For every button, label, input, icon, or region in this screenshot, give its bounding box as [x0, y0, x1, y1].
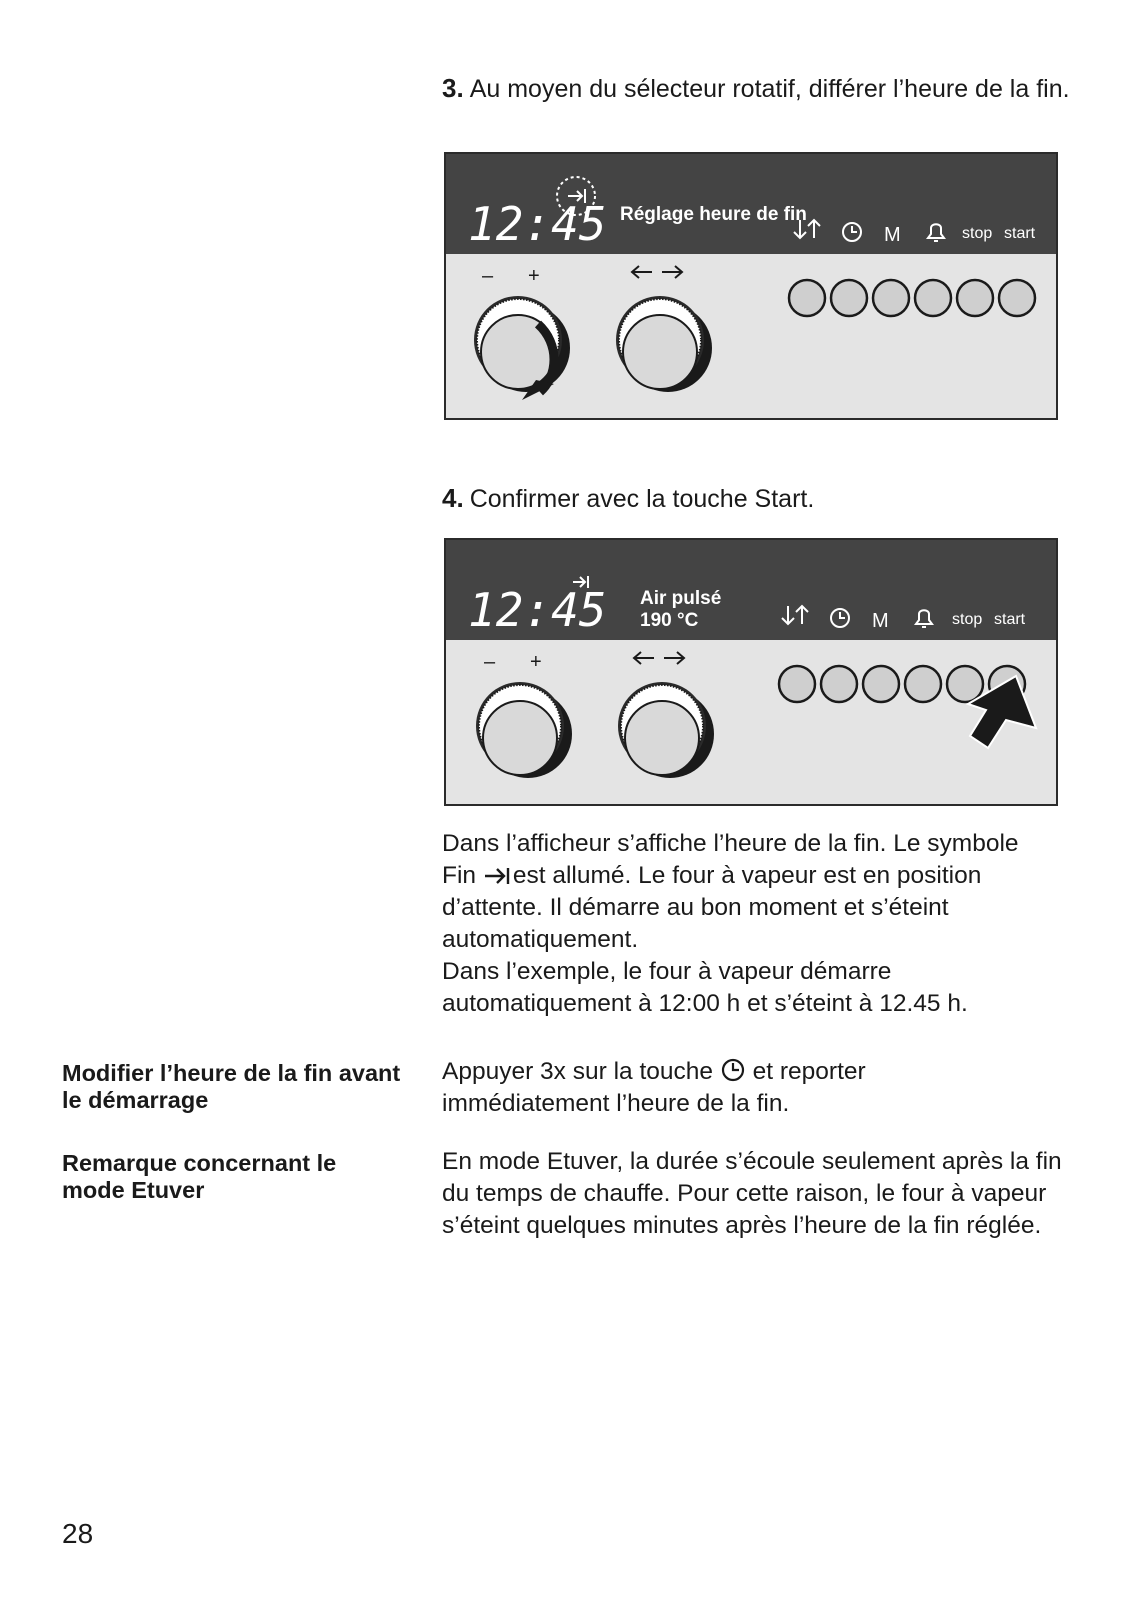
memory-label: M	[872, 610, 889, 632]
text-fragment: Appuyer 3x sur la touche	[442, 1058, 714, 1085]
memory-button[interactable]	[873, 280, 909, 316]
memory-label: M	[884, 224, 901, 246]
text-fragment: Fin	[442, 862, 477, 889]
text-line: automatiquement à 12:00 h et s’éteint à 12.45 h.	[442, 990, 968, 1017]
remark-paragraph: En mode Etuver, la durée s’écoule seulement après la fin du temps de chauffe. Pour cette raison, le four à vapeur s’éteint quelques minutes après l’heure de la fin réglée.	[442, 1148, 1062, 1239]
text-line: Dans l’afficheur s’affiche l’heure de la fin. Le symbole	[442, 830, 1019, 857]
plus-label: +	[528, 265, 540, 287]
left-right-arrows-icon	[632, 266, 682, 278]
modify-paragraph	[442, 1056, 1082, 1120]
control-panel-end-time-setting	[444, 152, 1058, 420]
step-text: Au moyen du sélecteur rotatif, différer l’heure de la fin.	[469, 75, 1070, 103]
control-panel-confirm-start	[444, 538, 1058, 806]
step-number: 4.	[442, 483, 464, 513]
text-fragment: est allumé. Le four à vapeur est en position	[512, 862, 982, 889]
left-right-arrows-icon	[634, 652, 684, 664]
minus-label: –	[484, 651, 496, 673]
timer-button[interactable]	[915, 280, 951, 316]
stop-button[interactable]	[947, 666, 983, 702]
touch-buttons	[789, 280, 1035, 316]
clock-icon	[720, 1057, 746, 1083]
temp-button[interactable]	[779, 666, 815, 702]
function-selector-knob[interactable]	[616, 296, 712, 392]
stop-button[interactable]	[957, 280, 993, 316]
start-label: start	[994, 611, 1026, 628]
text-line-with-symbol	[442, 1056, 1082, 1088]
step-3	[442, 72, 1082, 106]
temp-button[interactable]	[789, 280, 825, 316]
text-fragment: et reporter	[752, 1058, 866, 1085]
text-line: Dans l’exemple, le four à vapeur démarre	[442, 958, 892, 985]
page-number: 28	[62, 1518, 94, 1549]
result-paragraph	[442, 828, 1082, 1020]
start-label: start	[1004, 225, 1036, 242]
timer-button[interactable]	[905, 666, 941, 702]
clock-button[interactable]	[821, 666, 857, 702]
text-line: immédiatement l’heure de la fin.	[442, 1090, 790, 1117]
section-heading-remark: Remarque concernant le mode Etuver	[62, 1150, 337, 1203]
stop-label: stop	[952, 611, 983, 628]
display-time: 12:45	[468, 197, 607, 251]
display-time: 12:45	[468, 583, 607, 637]
text-line: automatiquement.	[442, 926, 639, 953]
section-heading-modify: Modifier l’heure de la fin avant le démarrage	[62, 1060, 401, 1113]
mode-name: Air pulsé	[640, 588, 722, 609]
step-text: Confirmer avec la touche Start.	[469, 485, 815, 513]
mode-temperature: 190 °C	[640, 610, 699, 631]
stop-label: stop	[962, 225, 993, 242]
display-label: Réglage heure de fin	[620, 204, 807, 225]
start-button[interactable]	[999, 280, 1035, 316]
minus-label: –	[482, 265, 494, 287]
clock-button[interactable]	[831, 280, 867, 316]
text-line: d’attente. Il démarre au bon moment et s’éteint	[442, 894, 949, 921]
rotary-selector-knob[interactable]	[476, 682, 572, 778]
function-selector-knob[interactable]	[618, 682, 714, 778]
memory-button[interactable]	[863, 666, 899, 702]
text-line-with-symbol	[442, 860, 1082, 892]
plus-label: +	[530, 651, 542, 673]
end-time-icon	[483, 865, 513, 887]
step-number: 3.	[442, 73, 464, 103]
step-4	[442, 482, 1082, 516]
